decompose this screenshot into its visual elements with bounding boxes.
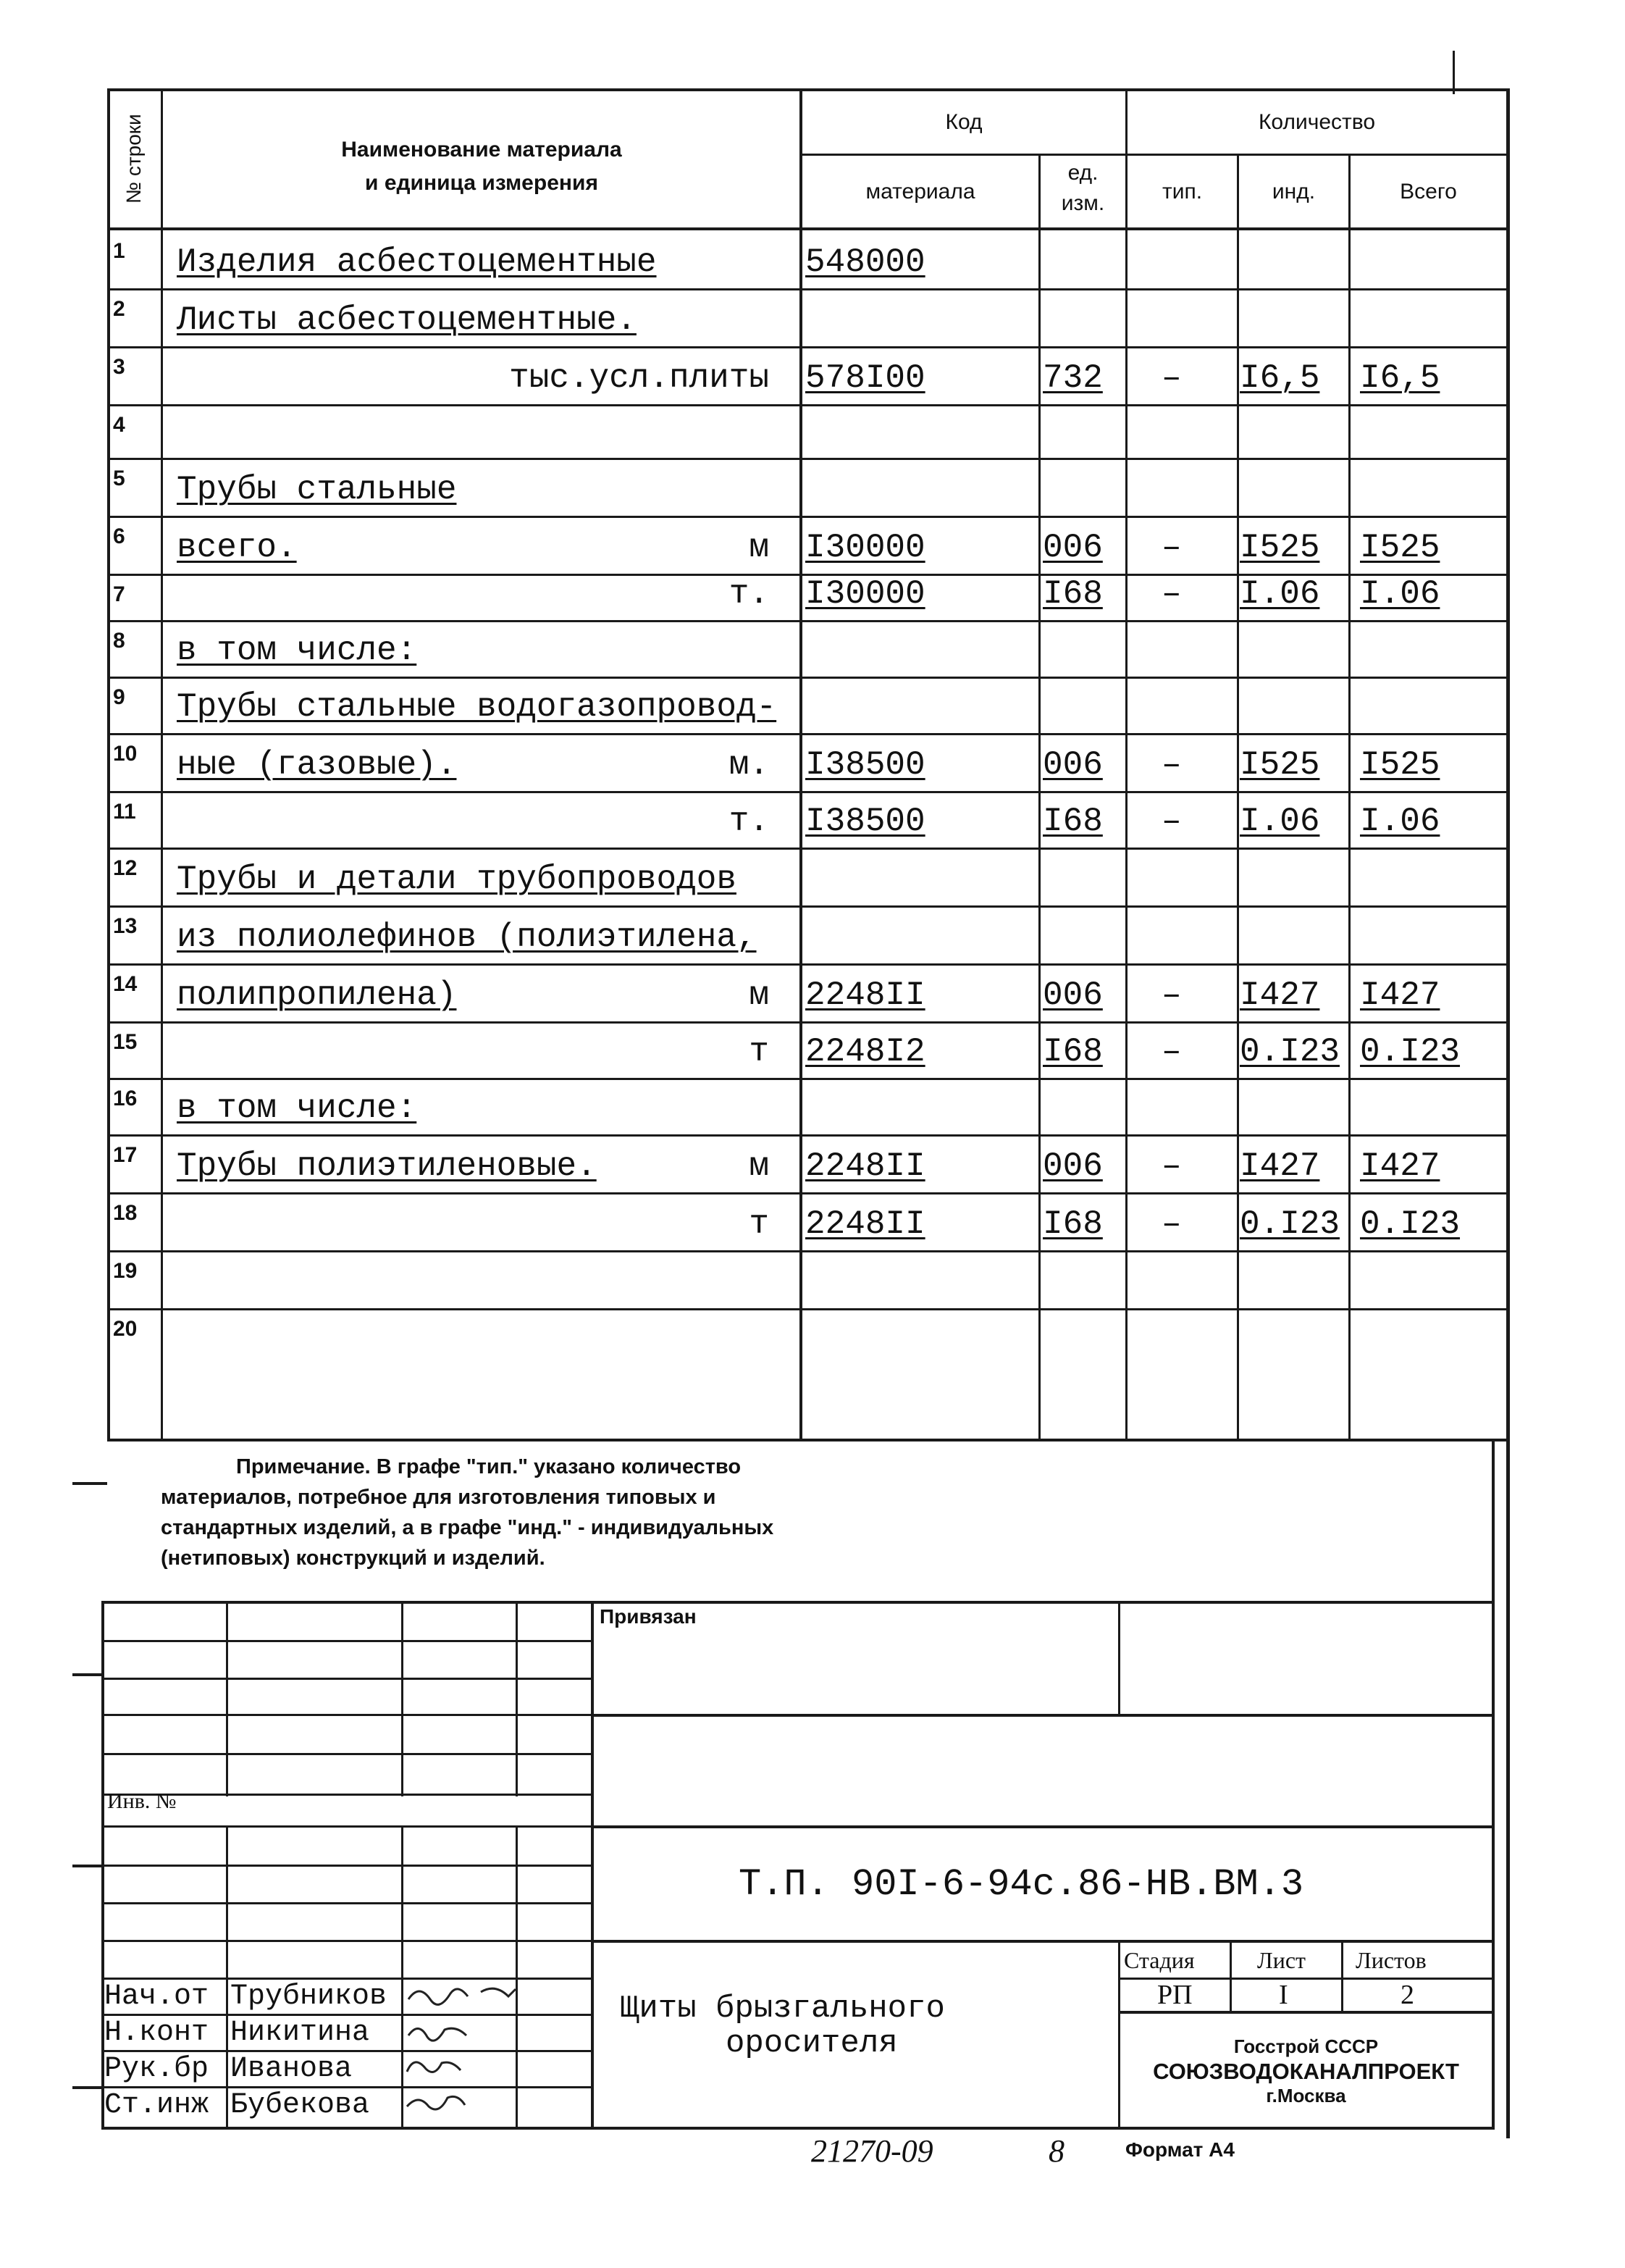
cell-ind: I.06 — [1240, 803, 1320, 840]
row-number: 2 — [113, 297, 125, 321]
sheet-label: Лист — [1257, 1947, 1306, 1973]
row-number: 18 — [113, 1201, 138, 1225]
ind-header: инд. — [1272, 180, 1316, 204]
cell-typ: – — [1162, 359, 1182, 397]
note-line-4: (нетиповых) конструкций и изделий. — [161, 1547, 545, 1570]
sheet-title-line1: Щиты брызгального — [620, 1991, 945, 2027]
unit-name: тыс.усл.плиты — [509, 359, 769, 397]
person-1: Трубников — [230, 1980, 387, 2013]
cell-code: 2248II — [805, 976, 925, 1014]
unit-name: т — [749, 1033, 769, 1071]
row-number: 10 — [113, 742, 138, 766]
cell-ind: I525 — [1240, 746, 1320, 784]
code-header: Код — [945, 110, 983, 134]
cell-total: 0.I23 — [1360, 1033, 1461, 1071]
inventory-number-label: Инв. № — [107, 1789, 177, 1813]
cell-unit: 006 — [1043, 529, 1103, 566]
material-name: Изделия асбестоцементные — [177, 243, 657, 281]
cell-typ: – — [1162, 1033, 1182, 1071]
person-4: Бубекова — [230, 2089, 370, 2122]
cell-typ: – — [1162, 746, 1182, 784]
note-line-1: Примечание. В графе "тип." указано количество — [236, 1455, 742, 1478]
cell-ind: I6,5 — [1240, 359, 1320, 397]
stage-value: РП — [1157, 1980, 1193, 2010]
stage-label: Стадия — [1124, 1947, 1195, 1973]
privyazan-label: Привязан — [600, 1605, 697, 1628]
material-name: полипропилена) — [177, 976, 457, 1014]
role-2: Н.конт — [104, 2017, 209, 2049]
cell-ind: I427 — [1240, 976, 1320, 1014]
material-name: ные (газовые). — [177, 746, 457, 784]
cell-typ: – — [1162, 575, 1182, 613]
footer-format: Формат А4 — [1125, 2138, 1235, 2161]
row-number: 13 — [113, 914, 138, 938]
row-number: 12 — [113, 856, 138, 880]
row-number: 7 — [113, 582, 125, 606]
cell-code: 2248II — [805, 1205, 925, 1243]
signature-scribbles — [401, 1978, 589, 2126]
sheets-value: 2 — [1401, 1980, 1414, 2010]
unit-name: т — [749, 1205, 769, 1243]
cell-code: 578I00 — [805, 359, 925, 397]
cell-typ: – — [1162, 529, 1182, 566]
name-header-line2: и единица измерения — [365, 171, 598, 195]
cell-unit: I68 — [1043, 1205, 1103, 1243]
person-3: Иванова — [230, 2053, 353, 2085]
material-name: Трубы и детали трубопроводов — [177, 861, 736, 898]
quantity-header: Количество — [1258, 110, 1376, 134]
unit-name: м — [749, 976, 769, 1014]
cell-code: 2248II — [805, 1147, 925, 1185]
document-code: Т.П. 90I-6-94с.86-НВ.ВМ.3 — [739, 1863, 1304, 1906]
unit-name: т. — [728, 803, 769, 840]
cell-unit: I68 — [1043, 803, 1103, 840]
note-line-3: стандартных изделий, а в графе "инд." - индивидуальных — [161, 1516, 774, 1539]
material-name: из полиолефинов (полиэтилена, — [177, 919, 757, 956]
cell-typ: – — [1162, 803, 1182, 840]
cell-total: I.06 — [1360, 803, 1440, 840]
row-number: 14 — [113, 972, 138, 996]
cell-unit: I68 — [1043, 575, 1103, 613]
unit-name: т. — [728, 575, 769, 613]
row-number: 15 — [113, 1030, 138, 1054]
row-number: 11 — [113, 800, 136, 824]
cell-unit: 732 — [1043, 359, 1103, 397]
footer-archive-number: 21270-09 — [811, 2133, 933, 2169]
cell-ind: I.06 — [1240, 575, 1320, 613]
unit-header-line2: изм. — [1061, 191, 1105, 215]
cell-code: I38500 — [805, 746, 925, 784]
material-code-header: материала — [865, 180, 975, 204]
cell-unit: 006 — [1043, 976, 1103, 1014]
cell-code: I38500 — [805, 803, 925, 840]
row-number: 20 — [113, 1317, 138, 1341]
material-name: в том числе: — [177, 632, 417, 669]
role-4: Ст.инж — [104, 2089, 209, 2122]
row-number: 5 — [113, 466, 125, 490]
cell-ind: I525 — [1240, 529, 1320, 566]
cell-total: I427 — [1360, 976, 1440, 1014]
material-name: Трубы стальные водогазопровод- — [177, 688, 777, 726]
row-number: 1 — [113, 239, 125, 263]
cell-total: I6,5 — [1360, 359, 1440, 397]
role-3: Рук.бр — [104, 2053, 209, 2085]
cell-unit: I68 — [1043, 1033, 1103, 1071]
unit-name: м. — [728, 746, 769, 784]
unit-name: м — [749, 1147, 769, 1185]
cell-total: I525 — [1360, 746, 1440, 784]
cell-ind: I427 — [1240, 1147, 1320, 1185]
cell-total: I.06 — [1360, 575, 1440, 613]
material-name: Листы асбестоцементные. — [177, 301, 637, 339]
row-number-header: № строки — [122, 114, 145, 204]
row-number: 9 — [113, 685, 125, 709]
cell-total: I427 — [1360, 1147, 1440, 1185]
cell-code: I30000 — [805, 575, 925, 613]
org-line2: СОЮЗВОДОКАНАЛПРОЕКТ — [1153, 2059, 1459, 2084]
role-1: Нач.от — [104, 1980, 209, 2013]
row-number: 6 — [113, 524, 125, 548]
cell-total: I525 — [1360, 529, 1440, 566]
typ-header: тип. — [1162, 180, 1203, 204]
sheet-title-line2: оросителя — [726, 2025, 898, 2062]
unit-header-line1: ед. — [1067, 161, 1099, 185]
cell-code: I30000 — [805, 529, 925, 566]
row-number: 3 — [113, 355, 125, 379]
note-line-2: материалов, потребное для изготовления типовых и — [161, 1486, 716, 1509]
material-name: Трубы стальные — [177, 471, 457, 509]
material-name: в том числе: — [177, 1089, 417, 1127]
cell-ind: 0.I23 — [1240, 1205, 1340, 1243]
sheet-value: I — [1279, 1980, 1288, 2010]
org-line3: г.Москва — [1266, 2085, 1346, 2106]
cell-ind: 0.I23 — [1240, 1033, 1340, 1071]
row-number: 17 — [113, 1143, 138, 1167]
total-header: Всего — [1400, 180, 1457, 204]
cell-total: 0.I23 — [1360, 1205, 1461, 1243]
unit-name: м — [749, 529, 769, 566]
row-number: 4 — [113, 413, 125, 437]
org-line1: Госстрой СССР — [1233, 2035, 1379, 2057]
cell-code: 548000 — [805, 243, 925, 281]
row-number: 16 — [113, 1087, 138, 1110]
person-2: Никитина — [230, 2017, 370, 2049]
row-number: 8 — [113, 629, 125, 653]
cell-typ: – — [1162, 1147, 1182, 1185]
material-name: Трубы полиэтиленовые. — [177, 1147, 597, 1185]
cell-typ: – — [1162, 1205, 1182, 1243]
cell-typ: – — [1162, 976, 1182, 1014]
row-number: 19 — [113, 1259, 138, 1283]
cell-unit: 006 — [1043, 746, 1103, 784]
cell-code: 2248I2 — [805, 1033, 925, 1071]
cell-unit: 006 — [1043, 1147, 1103, 1185]
sheets-label: Листов — [1356, 1947, 1427, 1973]
footer-page-number: 8 — [1049, 2133, 1065, 2169]
material-name: всего. — [177, 529, 297, 566]
name-header-line1: Наименование материала — [341, 138, 622, 162]
